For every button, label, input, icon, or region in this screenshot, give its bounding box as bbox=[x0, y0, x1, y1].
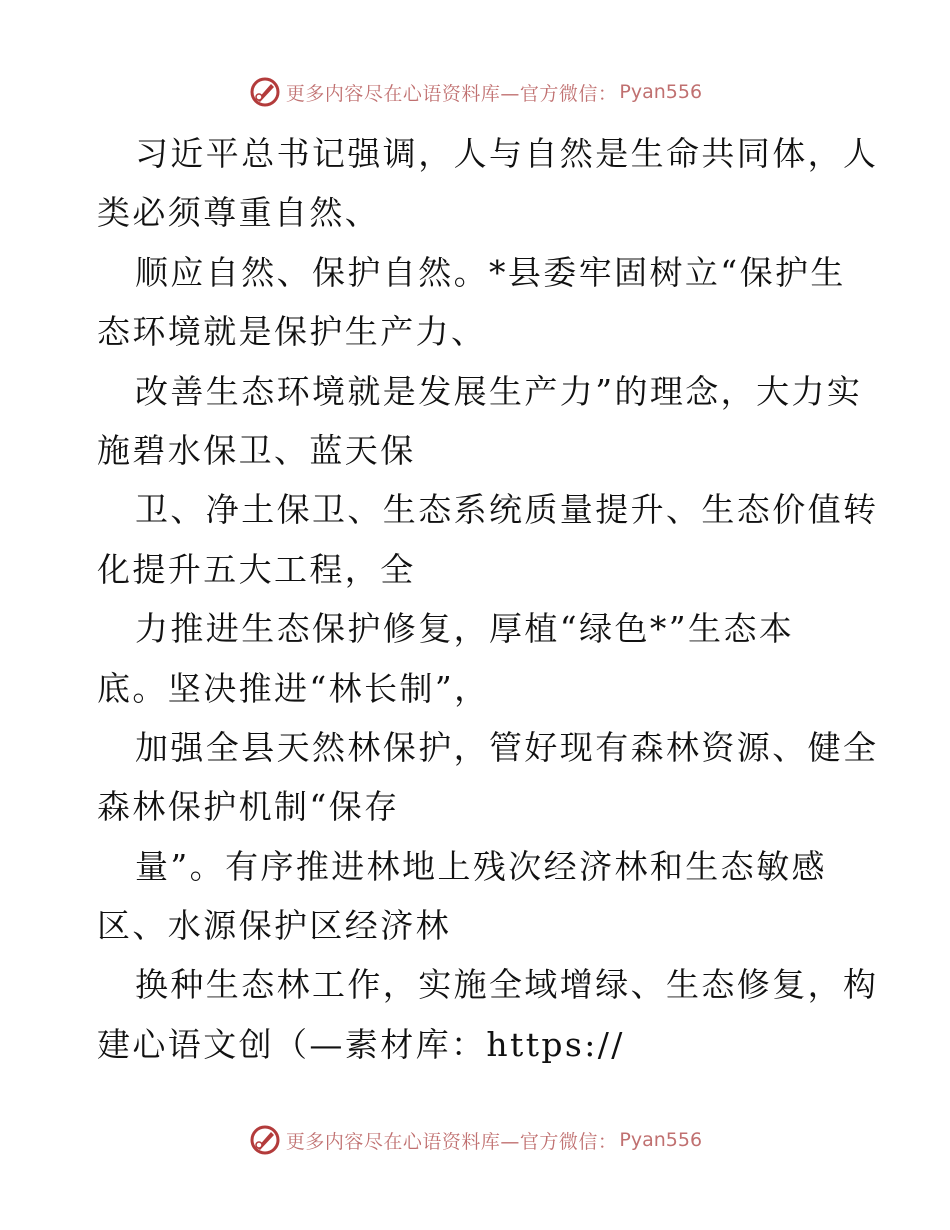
text-line: 改善生态环境就是发展生产力”的理念，大力实 bbox=[135, 371, 863, 411]
text-line: 施碧水保卫、蓝天保 bbox=[97, 430, 416, 470]
text-line: 换种生态林工作，实施全域增绿、生态修复，构 bbox=[135, 965, 879, 1005]
text-line: 顺应自然、保护自然。*县委牢固树立“保护生 bbox=[135, 252, 846, 292]
body-text bbox=[97, 124, 879, 1074]
quill-logo-icon bbox=[248, 75, 282, 109]
text-line: 态环境就是保护生产力、 bbox=[97, 312, 487, 352]
header-banner-text: 更多内容尽在心语资料库—官方微信： bbox=[285, 82, 618, 105]
quill-logo-icon bbox=[248, 1123, 282, 1157]
text-line: 量”。有序推进林地上残次经济林和生态敏感 bbox=[135, 846, 827, 886]
footer-banner-text: 更多内容尽在心语资料库—官方微信： bbox=[285, 1130, 618, 1153]
text-line: 类必须尊重自然、 bbox=[97, 193, 381, 233]
text-line: 建心语文创（—素材库：https:// bbox=[97, 1024, 625, 1064]
text-line: 区、水源保护区经济林 bbox=[97, 906, 451, 946]
text-line: 力推进生态保护修复，厚植“绿色*”生态本 bbox=[135, 609, 795, 649]
text-line: 习近平总书记强调，人与自然是生命共同体，人 bbox=[135, 134, 879, 173]
text-line: 底。坚决推进“林长制”， bbox=[97, 668, 490, 708]
header-banner bbox=[0, 72, 950, 112]
footer-wechat-id: Pyan556 bbox=[619, 1129, 703, 1151]
header-wechat-id: Pyan556 bbox=[619, 81, 703, 103]
text-line: 化提升五大工程，全 bbox=[97, 549, 416, 589]
text-line: 卫、净土保卫、生态系统质量提升、生态价值转 bbox=[135, 490, 879, 530]
text-line: 森林保护机制“保存 bbox=[97, 787, 400, 827]
text-line: 加强全县天然林保护，管好现有森林资源、健全 bbox=[135, 727, 879, 767]
footer-banner bbox=[0, 1120, 950, 1160]
